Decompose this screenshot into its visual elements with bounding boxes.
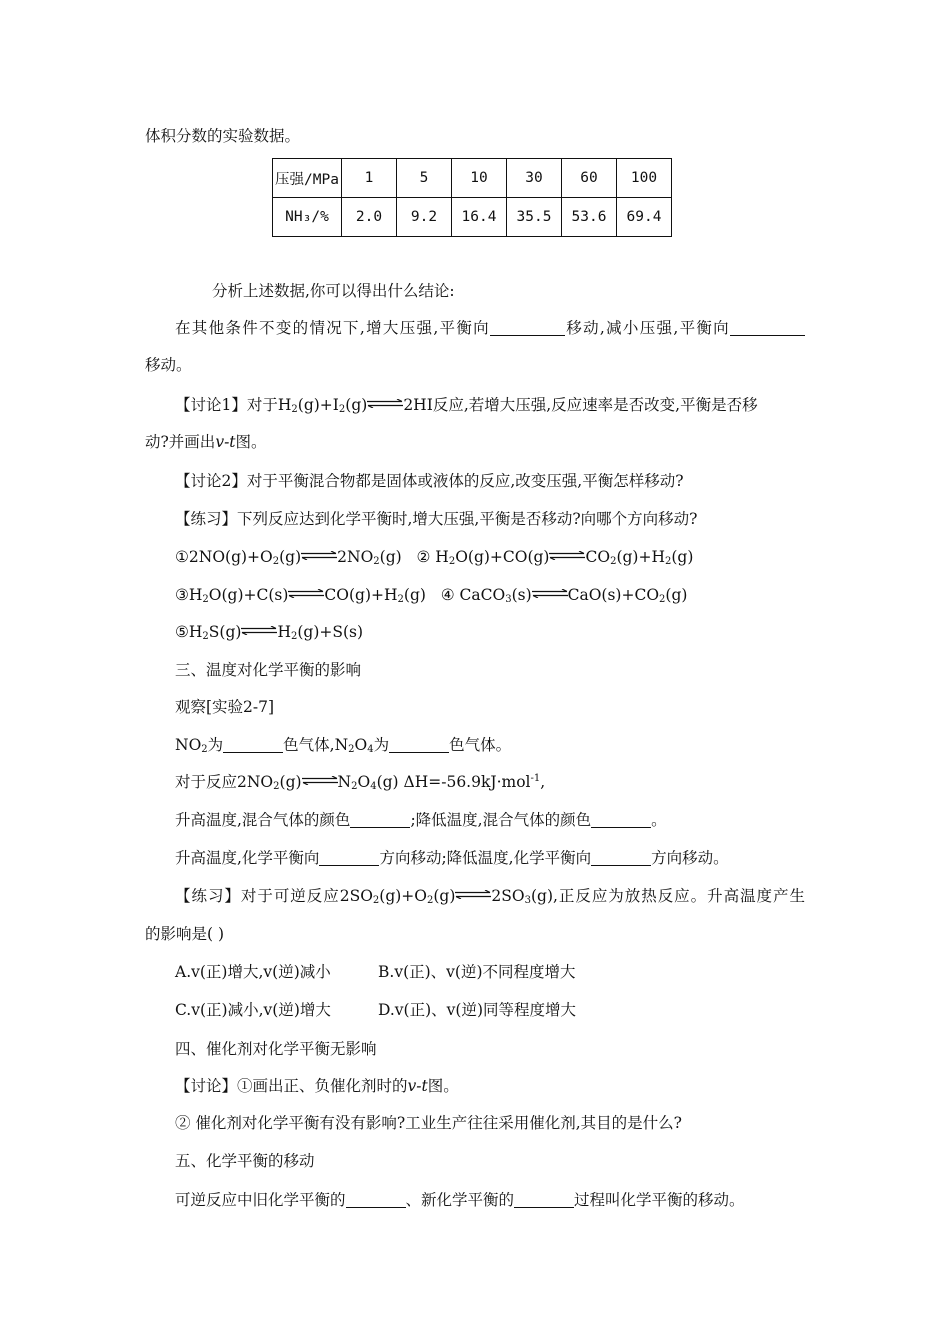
section-3-heading: 三、温度对化学平衡的影响 [175,661,362,679]
table-cell: 53.6 [562,198,617,237]
discussion-3: 【讨论】①画出正、负催化剂时的v-t图。 [175,1077,459,1095]
reaction-list-1: $①2NO(g)+O_2(g)$ $2NO_2(g)$ ② $H_2O(g)+CO(g)$ $CO_2(g)+H_2(g)$ [175,548,694,567]
analysis-prompt: 分析上述数据,你可以得出什么结论: [212,282,455,300]
equilibrium-arrow-icon [241,626,277,635]
table-cell: 9.2 [397,198,452,237]
table-cell: 10 [452,159,507,198]
answer-blank[interactable] [514,1191,574,1208]
reaction-enthalpy: 对于反应$2NO_2(g)$ $N_2O_4(g)$ ΔH=-56.9kJ·mol$^{-1}$, [175,773,546,792]
option-c[interactable]: C.v(正)减小,v(逆)增大 [175,1001,331,1019]
practice-2: 【练习】对于可逆反应$2SO_2(g)+O_2(g)$ $2SO_3(g)$,正反应为放热反应。升高温度产生 [175,887,805,906]
section-5-heading: 五、化学平衡的移动 [175,1152,315,1170]
table-cell: 压强/MPa [273,159,342,198]
equilibrium-arrow-icon [367,399,403,408]
equilibrium-arrow-icon [532,589,568,598]
table-cell: 35.5 [507,198,562,237]
equilibrium-shift-definition: 可逆反应中旧化学平衡的 、新化学平衡的 过程叫化学平衡的移动。 [175,1191,745,1209]
temperature-shift-line: 升高温度,化学平衡向 方向移动;降低温度,化学平衡向 方向移动。 [175,849,729,867]
temperature-color-line: 升高温度,混合气体的颜色 ;降低温度,混合气体的颜色 。 [175,811,667,829]
practice-1: 【练习】下列反应达到化学平衡时,增大压强,平衡是否移动?向哪个方向移动? [175,510,698,528]
table-cell: 60 [562,159,617,198]
table-cell: 5 [397,159,452,198]
equilibrium-arrow-icon [288,589,324,598]
answer-blank[interactable] [223,736,283,753]
table-cell: 30 [507,159,562,198]
table-cell: 2.0 [342,198,397,237]
table-cell: 69.4 [617,198,672,237]
equilibrium-arrow-icon [549,551,585,560]
reaction-list-2: $③H_2O(g)+C(s)$ $CO(g)+H_2(g)$ ④ CaCO$_3$(s) $CaO(s)+CO_2(g)$ [175,586,688,605]
discussion-4: ② 催化剂对化学平衡有没有影响?工业生产往往采用催化剂,其目的是什么? [175,1114,682,1132]
answer-blank[interactable] [319,849,379,866]
option-d[interactable]: D.v(正)、v(逆)同等程度增大 [378,1001,577,1019]
table-cell: 16.4 [452,198,507,237]
answer-blank[interactable] [591,811,651,828]
table-row [273,198,672,237]
table-cell: NH₃/% [273,198,342,237]
equilibrium-arrow-icon [455,890,491,899]
discussion-2: 【讨论2】对于平衡混合物都是固体或液体的反应,改变压强,平衡怎样移动? [175,472,684,490]
ammonia-pressure-table [272,158,672,237]
table-cell: 1 [342,159,397,198]
equilibrium-arrow-icon [302,776,338,785]
equilibrium-arrow-icon [301,551,337,560]
answer-blank[interactable] [346,1191,406,1208]
reaction-list-3: $⑤H_2S(g)$ $H_2(g)+S(s)$ [175,623,364,642]
section-4-heading: 四、催化剂对化学平衡无影响 [175,1040,377,1058]
answer-blank[interactable] [350,811,410,828]
intro-text: 体积分数的实验数据。 [145,127,301,145]
practice-2-cont: 的影响是( ) [145,925,225,943]
table-cell: 100 [617,159,672,198]
discussion-1-cont: 动?并画出v-t图。 [145,433,267,451]
answer-blank[interactable] [591,849,651,866]
pressure-conclusion-end: 移动。 [145,356,192,374]
answer-blank[interactable] [490,319,565,336]
option-a[interactable]: A.v(正)增大,v(逆)减小 [175,963,331,981]
table-row [273,159,672,198]
pressure-conclusion: 在其他条件不变的情况下,增大压强,平衡向 移动,减小压强,平衡向 [175,318,805,338]
discussion-1: 【讨论1】对于$H_2(g)+I_2(g)$ 2HI反应,若增大压强,反应速率是否改变,平衡是否移 [175,396,758,415]
observe-experiment: 观察[实验2-7] [175,698,275,716]
option-b[interactable]: B.v(正)、v(逆)不同程度增大 [378,963,576,981]
no2-color-line: $NO_2$为 色气体$,N_2O_4$为 色气体。 [175,736,512,755]
answer-blank[interactable] [389,736,449,753]
answer-blank[interactable] [730,319,805,336]
